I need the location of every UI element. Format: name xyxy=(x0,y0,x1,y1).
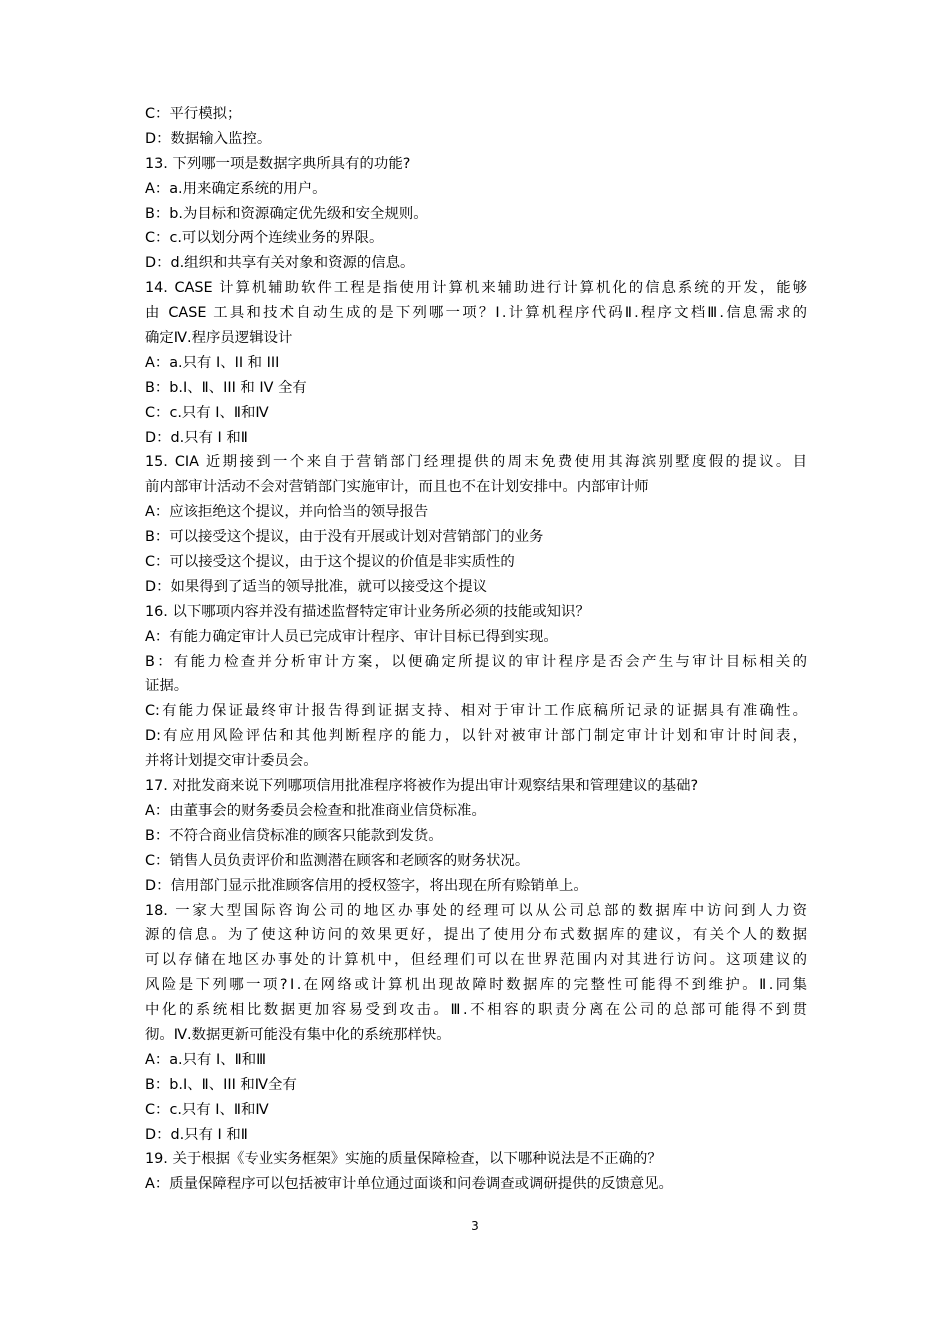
text-line: 风险是下列哪一项?Ⅰ.在网络或计算机出现故障时数据库的完整性可能得不到维护。Ⅱ.同集 xyxy=(145,977,807,994)
text-line: 前内部审计活动不会对营销部门实施审计，而且也不在计划安排中。内部审计师 xyxy=(145,479,649,496)
text-line: 确定Ⅳ.程序员逻辑设计 xyxy=(145,330,293,347)
text-line: A：a.只有 I、II 和 III xyxy=(145,354,280,371)
text-line: 17. 对批发商来说下列哪项信用批准程序将被作为提出审计观察结果和管理建议的基础? xyxy=(145,778,699,795)
text-line: 证据。 xyxy=(145,678,189,695)
text-line: C：c.可以划分两个连续业务的界限。 xyxy=(145,230,384,247)
text-line: C：销售人员负责评价和监测潜在顾客和老顾客的财务状况。 xyxy=(145,852,530,869)
text-line: 可以存储在地区办事处的计算机中，但经理们可以在世界范围内对其进行访问。这项建议的 xyxy=(145,952,807,969)
text-line: 16. 以下哪项内容并没有描述监督特定审计业务所必须的技能或知识？ xyxy=(145,603,590,620)
text-line: B：b.I、Ⅱ、III 和 IV 全有 xyxy=(145,379,307,396)
text-line: D：信用部门显示批准顾客信用的授权签字，将出现在所有赊销单上。 xyxy=(145,877,588,894)
text-line: A：质量保障程序可以包括被审计单位通过面谈和问卷调查或调研提供的反馈意见。 xyxy=(145,1176,673,1193)
text-line: A：有能力确定审计人员已完成审计程序、审计目标已得到实现。 xyxy=(145,628,558,645)
text-line: D:有应用风险评估和其他判断程序的能力，以针对被审计部门制定审计计划和审计时间表， xyxy=(145,728,807,745)
text-line: 15. CIA 近期接到一个来自于营销部门经理提供的周末免费使用其海滨别墅度假的提议。目 xyxy=(145,454,807,471)
text-line: 源的信息。为了使这种访问的效果更好，提出了使用分布式数据库的建议，有关个人的数据 xyxy=(145,927,807,944)
text-line: B：b.I、Ⅱ、III 和Ⅳ全有 xyxy=(145,1076,297,1093)
text-line: 19. 关于根据《专业实务框架》实施的质量保障检查，以下哪种说法是不正确的？ xyxy=(145,1151,662,1168)
page-number: 3 xyxy=(471,1219,479,1233)
text-line: 并将计划提交审计委员会。 xyxy=(145,753,318,770)
text-line: A：应该拒绝这个提议，并向恰当的领导报告 xyxy=(145,504,429,521)
text-line: 18. 一家大型国际咨询公司的地区办事处的经理可以从公司总部的数据库中访问到人力资 xyxy=(145,902,807,919)
text-line: D：d.组织和共享有关对象和资源的信息。 xyxy=(145,255,415,272)
text-line: B：不符合商业信贷标准的顾客只能款到发货。 xyxy=(145,827,443,844)
text-line: D：数据输入监控。 xyxy=(145,130,272,147)
document-body xyxy=(145,102,807,1197)
text-line: A：a.只有 I、Ⅱ和Ⅲ xyxy=(145,1051,267,1068)
text-line: 由 CASE 工具和技术自动生成的是下列哪一项？Ⅰ.计算机程序代码Ⅱ.程序文档Ⅲ.信息需求的 xyxy=(145,305,807,322)
text-line: C：c.只有 I、Ⅱ和Ⅳ xyxy=(145,404,269,421)
text-line: A：由董事会的财务委员会检查和批准商业信贷标准。 xyxy=(145,802,486,819)
text-line: B：b.为目标和资源确定优先级和安全规则。 xyxy=(145,205,428,222)
text-line: C:有能力保证最终审计报告得到证据支持、相对于审计工作底稿所记录的证据具有准确性。 xyxy=(145,703,807,720)
text-line: C：可以接受这个提议，由于这个提议的价值是非实质性的 xyxy=(145,554,515,571)
text-line: A：a.用来确定系统的用户。 xyxy=(145,180,327,197)
text-line: 14. CASE 计算机辅助软件工程是指使用计算机来辅助进行计算机化的信息系统的开发，能够 xyxy=(145,280,807,297)
text-line: C：平行模拟； xyxy=(145,106,242,122)
text-line: D：d.只有 I 和Ⅱ xyxy=(145,429,248,446)
text-line: 彻。Ⅳ.数据更新可能没有集中化的系统那样快。 xyxy=(145,1026,451,1043)
text-line: C：c.只有 I、Ⅱ和Ⅳ xyxy=(145,1101,269,1118)
text-line: 13. 下列哪一项是数据字典所具有的功能? xyxy=(145,155,411,172)
text-line: D：如果得到了适当的领导批准，就可以接受这个提议 xyxy=(145,578,488,595)
text-line: B：可以接受这个提议，由于没有开展或计划对营销部门的业务 xyxy=(145,529,544,546)
text-line: 中化的系统相比数据更加容易受到攻击。Ⅲ.不相容的职责分离在公司的总部可能得不到贯 xyxy=(145,1002,807,1019)
text-line: D：d.只有 I 和Ⅱ xyxy=(145,1126,248,1143)
text-line: B：有能力检查并分析审计方案，以便确定所提议的审计程序是否会产生与审计目标相关的 xyxy=(145,653,807,670)
